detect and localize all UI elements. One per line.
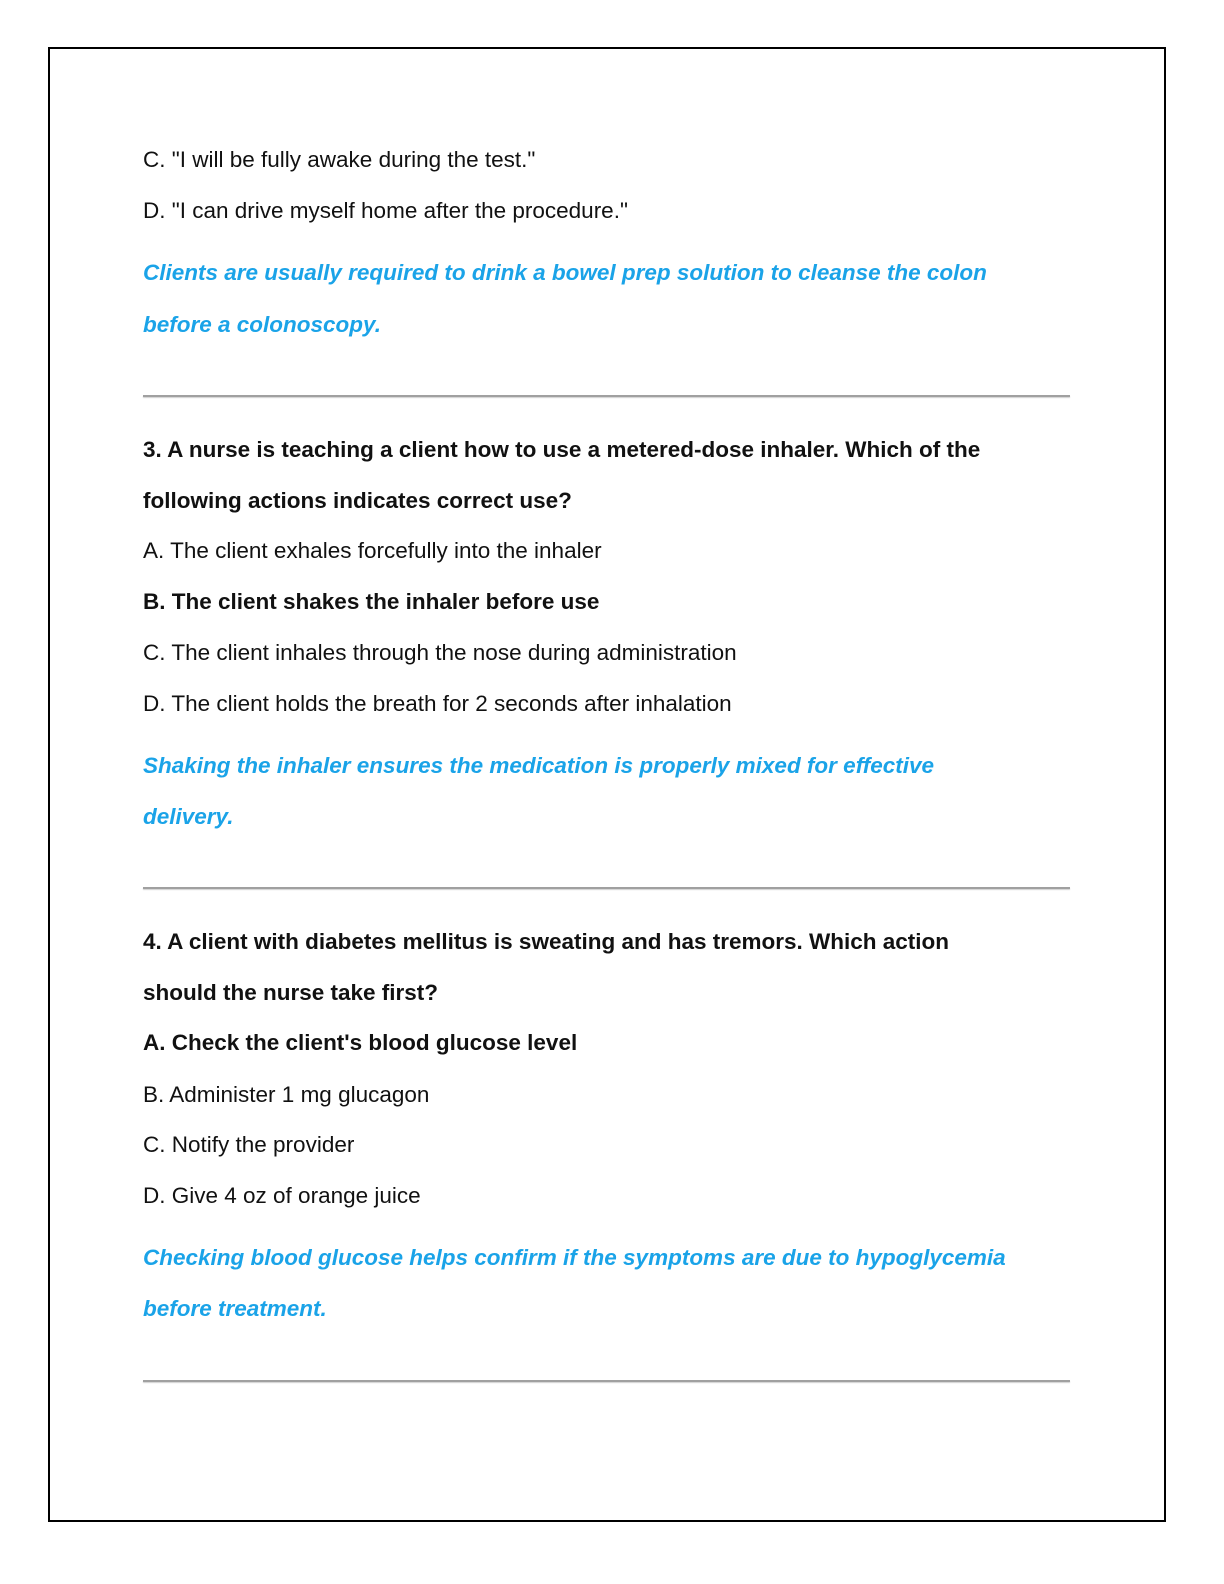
separator	[143, 1380, 1070, 1382]
q4-option-b: B. Administer 1 mg glucagon	[143, 1082, 430, 1107]
separator	[143, 887, 1070, 889]
q3-question-line2: following actions indicates correct use?	[143, 488, 572, 513]
q3-option-b: B. The client shakes the inhaler before use	[143, 589, 600, 614]
q4-option-c: C. Notify the provider	[143, 1132, 355, 1157]
q3-option-d: D. The client holds the breath for 2 seconds after inhalation	[143, 691, 732, 716]
q2-rationale-line1: Clients are usually required to drink a bowel prep solution to cleanse the colon	[143, 260, 987, 285]
q4-rationale-line1: Checking blood glucose helps confirm if the symptoms are due to hypoglycemia	[143, 1245, 1006, 1270]
q2-option-d: D. "I can drive myself home after the procedure."	[143, 198, 628, 223]
q4-question-line2: should the nurse take first?	[143, 980, 439, 1005]
q4-question-line1: 4. A client with diabetes mellitus is sweating and has tremors. Which action	[143, 929, 950, 954]
q4-rationale-line2: before treatment.	[143, 1296, 327, 1321]
q3-question-line1: 3. A nurse is teaching a client how to use a metered-dose inhaler. Which of the	[143, 437, 981, 462]
q2-option-c: C. "I will be fully awake during the test."	[143, 147, 536, 172]
q3-option-c: C. The client inhales through the nose during administration	[143, 640, 737, 665]
q3-rationale-line1: Shaking the inhaler ensures the medication is properly mixed for effective	[143, 753, 935, 778]
separator	[143, 395, 1070, 397]
q4-option-a: A. Check the client's blood glucose level	[143, 1030, 578, 1055]
q4-option-d: D. Give 4 oz of orange juice	[143, 1183, 421, 1208]
q2-rationale-line2: before a colonoscopy.	[143, 312, 381, 337]
q3-option-a: A. The client exhales forcefully into the inhaler	[143, 538, 602, 563]
q3-rationale-line2: delivery.	[143, 804, 234, 829]
